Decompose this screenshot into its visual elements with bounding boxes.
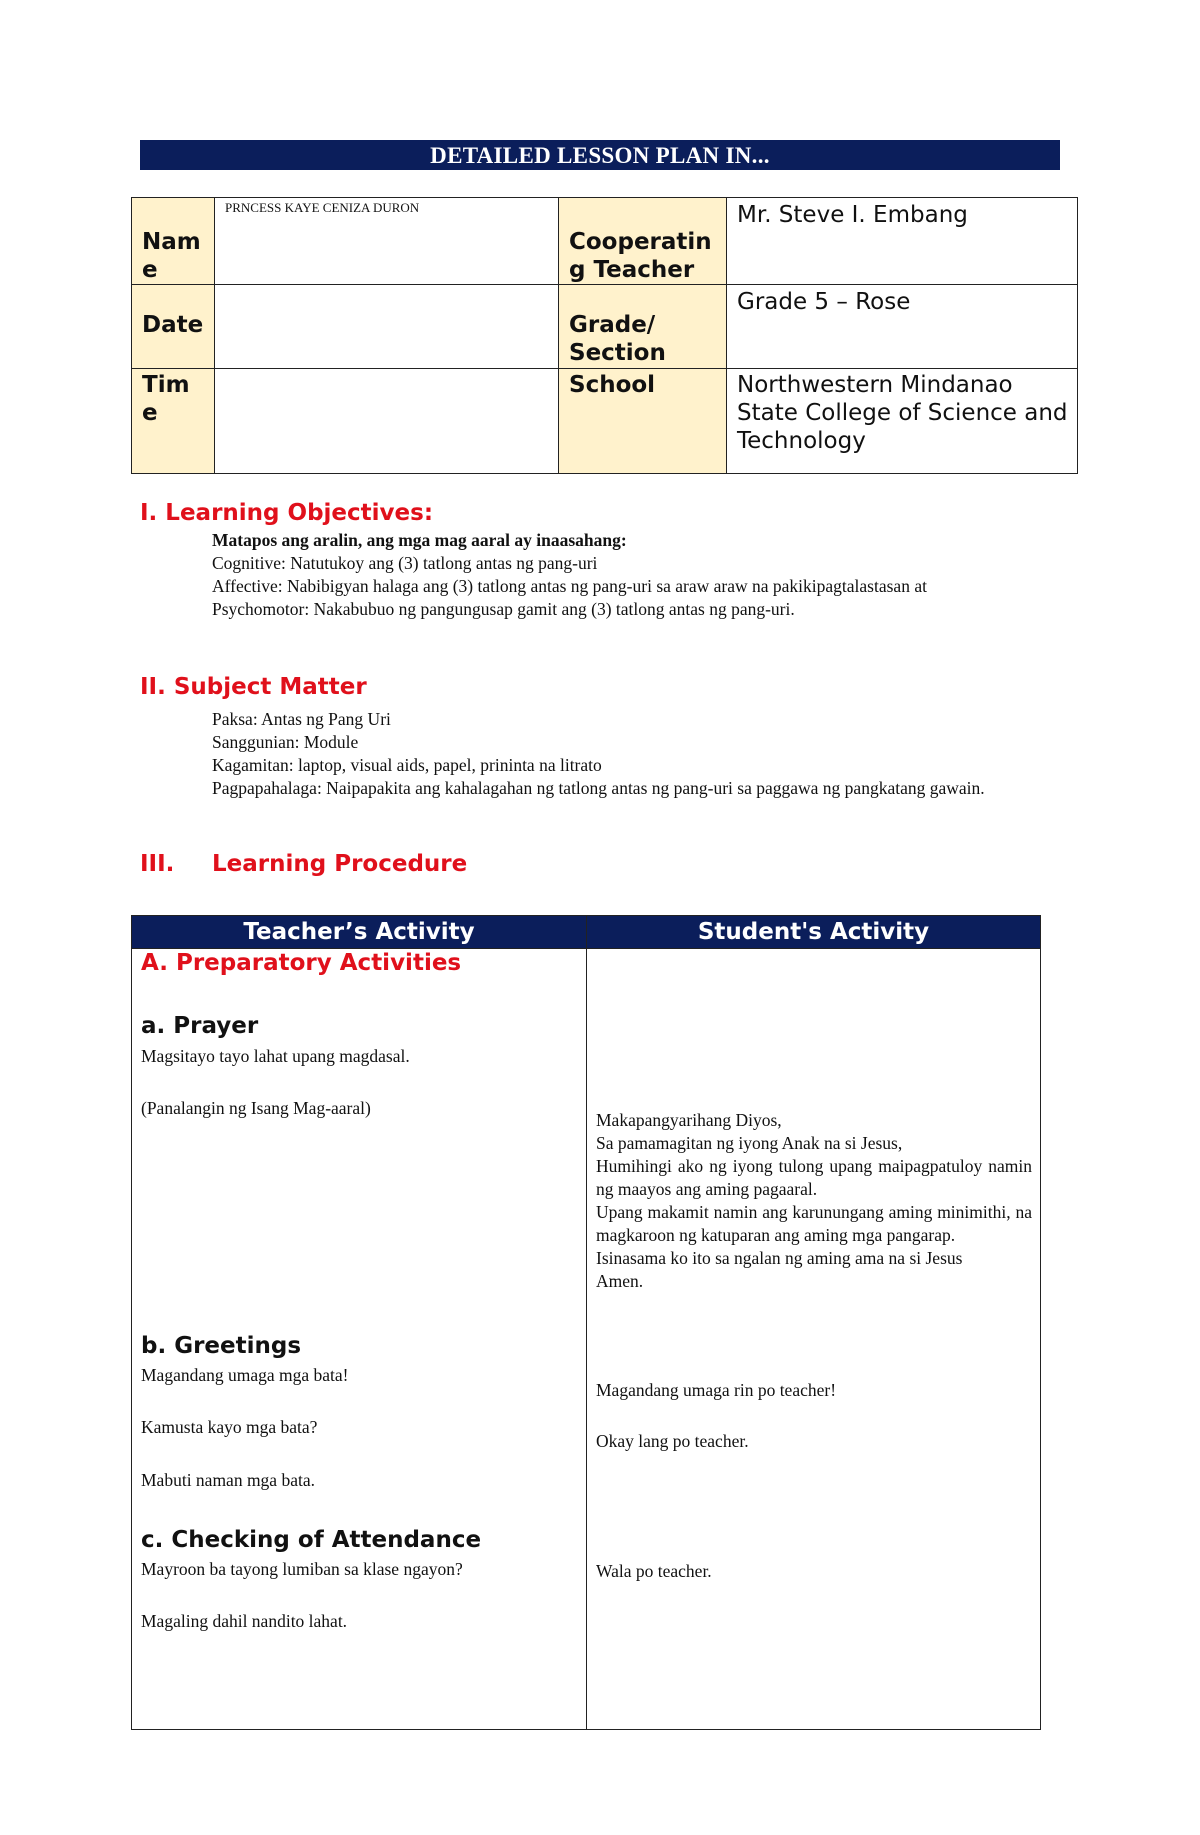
greet-student-line1: Magandang umaga rin po teacher! xyxy=(596,1380,837,1400)
prayer-student-line2: Sa pamamagitan ng iyong Anak na si Jesus, xyxy=(596,1133,903,1153)
time-value xyxy=(215,369,558,372)
objectives-title: I. Learning Objectives: xyxy=(140,500,434,526)
school-value-cell xyxy=(727,369,1078,474)
subject-title: II. Subject Matter xyxy=(140,674,367,700)
page-title-banner: DETAILED LESSON PLAN IN... xyxy=(140,140,1060,170)
school-label-cell xyxy=(559,369,727,474)
prayer-student-line4: Upang makamit namin ang karunungang aming minimithi, na magkaroon ng katuparan ang aming mga pangarap. xyxy=(596,1202,1032,1245)
prayer-student-text xyxy=(596,1109,1032,1293)
coop-label-cell xyxy=(559,198,727,285)
info-table xyxy=(131,197,1078,474)
procedure-table xyxy=(131,915,1041,1730)
prep-activities-title: A. Preparatory Activities xyxy=(141,950,462,976)
name-label-cell xyxy=(132,198,215,285)
teacher-activity-cell xyxy=(132,949,587,1730)
grade-label: Grade/ Section xyxy=(569,312,666,366)
prayer-title: a. Prayer xyxy=(141,1013,259,1039)
procedure-title-num: III. xyxy=(140,851,175,877)
grade-value: Grade 5 – Rose xyxy=(737,289,911,315)
subject-sanggunian: Sanggunian: Module xyxy=(212,732,359,752)
attendance-title: c. Checking of Attendance xyxy=(141,1527,482,1553)
subject-pagpapahalaga: Pagpapahalaga: Naipapakita ang kahalagahan ng tatlong antas ng pang-uri sa paggawa ng pangkatang gawain. xyxy=(212,778,985,798)
grade-label-cell xyxy=(559,285,727,369)
prayer-teacher-line1: Magsitayo tayo lahat upang magdasal. xyxy=(141,1046,410,1066)
attend-student-line1: Wala po teacher. xyxy=(596,1561,712,1581)
objectives-body xyxy=(212,529,1052,621)
school-label: School xyxy=(569,372,656,398)
greet-teacher-line3: Mabuti naman mga bata. xyxy=(141,1470,315,1490)
coop-value-cell xyxy=(727,198,1078,285)
date-value xyxy=(215,285,558,288)
date-label: Date xyxy=(142,312,204,338)
date-value-cell xyxy=(215,285,559,369)
student-activity-header: Student's Activity xyxy=(587,916,1041,949)
name-label: Nam e xyxy=(142,229,201,283)
attend-teacher-line2: Magaling dahil nandito lahat. xyxy=(141,1611,348,1631)
greet-teacher-line1: Magandang umaga mga bata! xyxy=(141,1365,349,1385)
coop-label: Cooperatin g Teacher xyxy=(569,229,712,283)
objective-affective: Affective: Nabibigyan halaga ang (3) tatlong antas ng pang-uri sa araw araw na pakikipagtalastasan at xyxy=(212,576,927,596)
subject-paksa: Paksa: Antas ng Pang Uri xyxy=(212,709,391,729)
school-value: Northwestern Mindanao State College of Science and Technology xyxy=(737,372,1068,454)
objective-psychomotor: Psychomotor: Nakabubuo ng pangungusap gamit ang (3) tatlong antas ng pang-uri. xyxy=(212,599,795,619)
greet-teacher-line2: Kamusta kayo mga bata? xyxy=(141,1417,318,1437)
student-activity-cell xyxy=(587,949,1041,1730)
name-value-cell xyxy=(215,198,559,285)
procedure-title: Learning Procedure xyxy=(212,851,468,877)
time-value-cell xyxy=(215,369,559,474)
grade-value-cell xyxy=(727,285,1078,369)
subject-body xyxy=(212,708,1022,800)
greet-student-line2: Okay lang po teacher. xyxy=(596,1431,749,1451)
subject-kagamitan: Kagamitan: laptop, visual aids, papel, prininta na litrato xyxy=(212,755,602,775)
teacher-activity-header: Teacher’s Activity xyxy=(132,916,587,949)
prayer-student-line1: Makapangyarihang Diyos, xyxy=(596,1110,782,1130)
prayer-student-line5: Isinasama ko ito sa ngalan ng aming ama na si Jesus xyxy=(596,1248,963,1268)
name-value: PRNCESS KAYE CENIZA DURON xyxy=(225,200,420,215)
time-label-cell xyxy=(132,369,215,474)
objectives-intro: Matapos ang aralin, ang mga mag aaral ay inaasahang: xyxy=(212,530,627,550)
greetings-title: b. Greetings xyxy=(141,1333,302,1359)
prayer-student-line3: Humihingi ako ng iyong tulong upang maipagpatuloy namin ng maayos ang aming pagaaral. xyxy=(596,1156,1032,1199)
date-label-cell xyxy=(132,285,215,369)
prayer-teacher-line2: (Panalangin ng Isang Mag-aaral) xyxy=(141,1098,371,1118)
attend-teacher-line1: Mayroon ba tayong lumiban sa klase ngayon? xyxy=(141,1559,463,1579)
prayer-student-line6: Amen. xyxy=(596,1271,644,1291)
coop-value: Mr. Steve I. Embang xyxy=(737,202,968,228)
time-label: Tim e xyxy=(142,372,190,426)
objective-cognitive: Cognitive: Natutukoy ang (3) tatlong antas ng pang-uri xyxy=(212,553,598,573)
